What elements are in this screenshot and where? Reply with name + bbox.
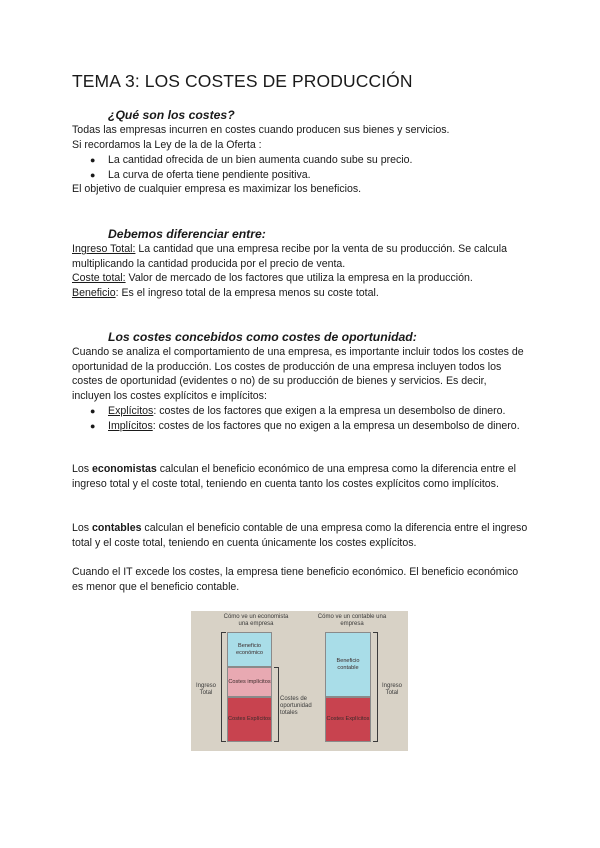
paragraph-conclusion: Cuando el IT excede los costes, la empresa tiene beneficio económico. El beneficio económico es menor que el beneficio contable. bbox=[72, 566, 519, 593]
paragraph-economistas: Los economistas calculan el beneficio económico de una empresa como la diferencia entre el ingreso total y el coste total, teniendo en cuenta tanto los costes explícitos como implícitos. bbox=[72, 463, 517, 490]
list-item: ● Explícitos: costes de los factores que exigen a la empresa un desembolso de dinero. bbox=[90, 405, 506, 417]
text-line: El objetivo de cualquier empresa es maximizar los beneficios. bbox=[72, 183, 362, 195]
label-costes-oportunidad: Costes de oportunidad totales bbox=[280, 696, 312, 716]
list-item: ● La curva de oferta tiene pendiente positiva. bbox=[90, 169, 311, 181]
definition-beneficio: Beneficio: Es el ingreso total de la empresa menos su coste total. bbox=[72, 287, 379, 299]
definition-ingreso-total: Ingreso Total: La cantidad que una empresa recibe por la venta de su producción. Se calcula multiplicando la cantidad producida por el precio de venta. bbox=[72, 243, 508, 270]
section-heading-costes: ¿Qué son los costes? bbox=[108, 108, 235, 122]
list-item: ● Implícitos: costes de los factores que no exigen a la empresa un desembolso de dinero. bbox=[90, 420, 520, 432]
right-brace bbox=[373, 632, 378, 742]
definition-coste-total: Coste total: Valor de mercado de los factores que utiliza la empresa en la producción. bbox=[72, 272, 473, 284]
bar-beneficio-economico: Beneficio económico bbox=[227, 632, 272, 667]
bullet-icon: ● bbox=[90, 406, 96, 416]
figure-left-title: Cómo ve un economista una empresa bbox=[223, 614, 289, 627]
right-brace-oportunidad bbox=[274, 667, 279, 742]
bar-beneficio-contable: Beneficio contable bbox=[325, 632, 371, 697]
label-ingreso-total-left: Ingreso Total bbox=[195, 683, 216, 696]
economist-vs-accountant-figure bbox=[191, 611, 408, 751]
section-heading-oportunidad: Los costes concebidos como costes de oportunidad: bbox=[108, 330, 417, 344]
label-ingreso-total-right: Ingreso Total bbox=[381, 683, 402, 696]
bullet-icon: ● bbox=[90, 421, 96, 431]
bullet-icon: ● bbox=[90, 170, 96, 180]
page-title: TEMA 3: LOS COSTES DE PRODUCCIÓN bbox=[72, 71, 413, 91]
figure-right-title: Cómo ve un contable una empresa bbox=[317, 614, 387, 627]
bar-costes-explicitos-right: Costes Explícitos bbox=[325, 697, 371, 742]
section-heading-diferenciar: Debemos diferenciar entre: bbox=[108, 227, 266, 241]
list-item: ● La cantidad ofrecida de un bien aumenta cuando sube su precio. bbox=[90, 154, 413, 166]
left-brace bbox=[221, 632, 226, 742]
paragraph: Cuando se analiza el comportamiento de una empresa, es importante incluir todos los costes de oportunidad de la producción. Los costes de producción de una empresa incluyen todos los costes de oportunidad (evidentes o no) de su producción de bienes y servicios. Es decir, incluyen los costes explícitos e implícitos: bbox=[72, 346, 524, 403]
text-line: Todas las empresas incurren en costes cuando producen sus bienes y servicios. bbox=[72, 124, 450, 136]
paragraph-contables: Los contables calculan el beneficio contable de una empresa como la diferencia entre el ingreso total y el coste total, teniendo en cuenta únicamente los costes explícitos. bbox=[72, 522, 528, 549]
text-line: Si recordamos la Ley de la de la Oferta : bbox=[72, 139, 262, 151]
bar-costes-explicitos-left: Costes Explícitos bbox=[227, 697, 272, 742]
bullet-icon: ● bbox=[90, 155, 96, 165]
bar-costes-implicitos: Costes implícitos bbox=[227, 667, 272, 697]
